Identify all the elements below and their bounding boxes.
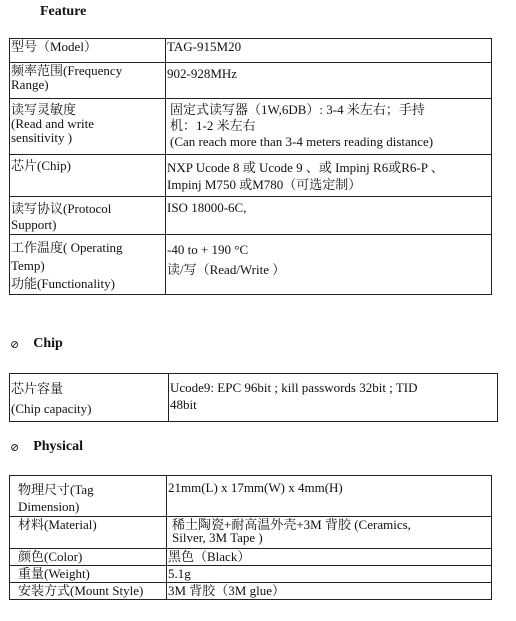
- section-bullet-icon: ⊘: [10, 338, 20, 351]
- row-label: 材料(Material): [10, 517, 167, 549]
- table-row: [10, 517, 492, 549]
- row-value: 902-928MHz: [166, 63, 492, 99]
- row-label: 工作温度( Operating Temp) 功能(Functionality): [10, 235, 166, 295]
- chip-heading: [10, 336, 63, 352]
- row-value: TAG-915M20: [166, 39, 492, 63]
- row-label: 安装方式(Mount Style): [10, 583, 167, 600]
- row-label: 读写协议(Protocol Support): [10, 197, 166, 235]
- row-label: 重量(Weight): [10, 566, 167, 583]
- row-label: 颜色(Color): [10, 549, 167, 566]
- physical-table: [9, 475, 492, 600]
- row-value: 黑色（Black）: [167, 549, 492, 566]
- physical-title: Physical: [33, 439, 83, 454]
- physical-heading: [10, 439, 83, 455]
- table-row: [10, 155, 492, 197]
- table-row: [10, 374, 498, 422]
- table-row: [10, 197, 492, 235]
- table-row: [10, 549, 492, 566]
- feature-title: Feature: [40, 4, 87, 19]
- chip-table: [9, 373, 498, 422]
- table-row: [10, 476, 492, 517]
- row-value: 5.1g: [167, 566, 492, 583]
- chip-title: Chip: [33, 336, 63, 351]
- table-row: [10, 566, 492, 583]
- row-value: 21mm(L) x 17mm(W) x 4mm(H): [167, 476, 492, 517]
- row-value: NXP Ucode 8 或 Ucode 9 、或 Impinj R6或R6-P 、 Impinj M750 或M780（可选定制）: [166, 155, 492, 197]
- section-bullet-icon: ⊘: [10, 441, 20, 454]
- row-value: Ucode9: EPC 96bit ; kill passwords 32bit ; TID 48bit: [169, 374, 498, 422]
- row-label: 芯片(Chip): [10, 155, 166, 197]
- feature-heading: [40, 4, 86, 20]
- row-label: 型号（Model）: [10, 39, 166, 63]
- table-row: [10, 99, 492, 155]
- table-row: [10, 583, 492, 600]
- row-value: 稀土陶瓷+耐高温外壳+3M 背胶 (Ceramics, Silver, 3M Tape ): [167, 517, 492, 549]
- row-value: -40 to + 190 °C 读/写（Read/Write ）: [166, 235, 492, 295]
- table-row: [10, 235, 492, 295]
- row-value: 3M 背胶（3M glue）: [167, 583, 492, 600]
- feature-table: [9, 38, 492, 295]
- row-label: 芯片容量 (Chip capacity): [10, 374, 169, 422]
- table-row: [10, 63, 492, 99]
- row-value: ISO 18000-6C,: [166, 197, 492, 235]
- row-label: 物理尺寸(Tag Dimension): [10, 476, 167, 517]
- row-label: 读写灵敏度 (Read and write sensitivity ): [10, 99, 166, 155]
- row-value: 固定式读写器（1W,6DB）: 3-4 米左右；手持 机：1-2 米左右 (Can reach more than 3-4 meters reading distance): [166, 99, 492, 155]
- row-label: 频率范围(Frequency Range): [10, 63, 166, 99]
- table-row: [10, 39, 492, 63]
